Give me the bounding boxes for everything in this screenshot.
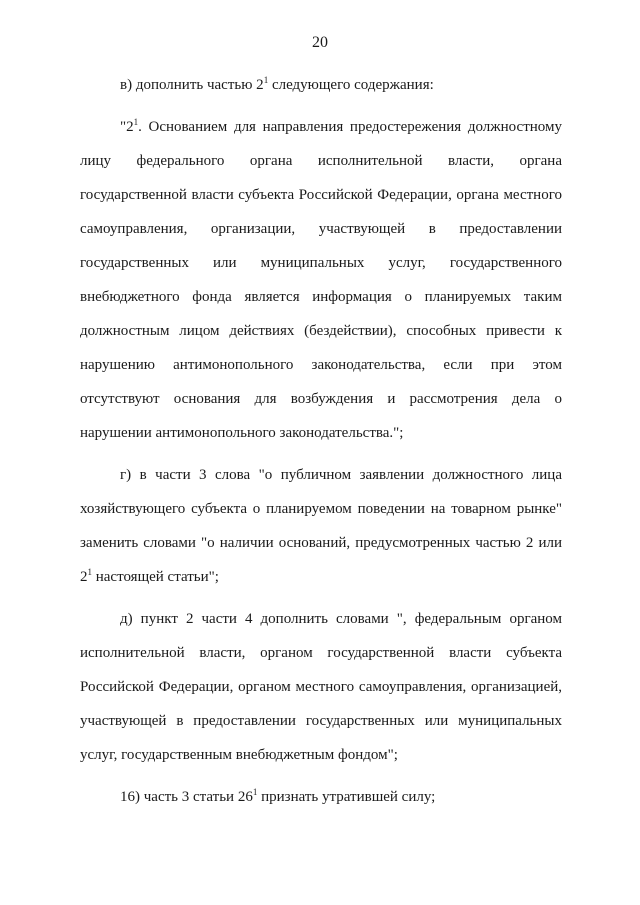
document-body xyxy=(80,68,562,822)
paragraph-v xyxy=(80,68,562,102)
superscript: 1 xyxy=(87,567,92,577)
page-number: 20 xyxy=(312,34,328,51)
paragraph-16 xyxy=(80,780,562,814)
paragraph-d xyxy=(80,602,562,772)
superscript: 1 xyxy=(252,787,258,797)
paragraph-g xyxy=(80,458,562,594)
paragraph-quote-2-1 xyxy=(80,110,562,450)
paragraph-text: д) пункт 2 части 4 дополнить словами ", федеральным органом исполнительной власти, органом государственной власти субъекта Российской Федерации, органом местного самоуправления, организацией, участвующей в предоставлении государственных или муниципальных услуг, государственным внебюджетным фондом"; xyxy=(80,611,562,763)
paragraph-text: в) дополнить частью 2 xyxy=(120,77,264,93)
superscript: 1 xyxy=(263,75,269,85)
paragraph-text: . Основанием для направления предостережения должностному лицу федерального органа исполнительной власти, органа государственной власти субъекта Российской Федерации, органа местного самоуправления, организации, участвующей в предоставлении государственных или муниципальных услуг, государственного внебюджетного фонда является информация о планируемых таким должностным лицом действиях (бездействии), способных привести к нарушению антимонопольного законодательства, если при этом отсутствуют основания для возбуждения и рассмотрения дела о нарушении антимонопольного законодательства."; xyxy=(80,119,562,441)
paragraph-text: 16) часть 3 статьи 26 xyxy=(120,789,253,805)
paragraph-text: г) в части 3 слова "о публичном заявлении должностного лица хозяйствующего субъекта о планируемом поведении на товарном рынке" заменить словами "о наличии оснований, предусмотренных частью 2 или 2 xyxy=(80,467,562,585)
paragraph-text: следующего содержания: xyxy=(268,77,434,93)
paragraph-text: "2 xyxy=(120,119,134,135)
superscript: 1 xyxy=(133,117,139,127)
paragraph-text: признать утратившей силу; xyxy=(257,789,436,805)
paragraph-text: настоящей статьи"; xyxy=(92,569,219,585)
